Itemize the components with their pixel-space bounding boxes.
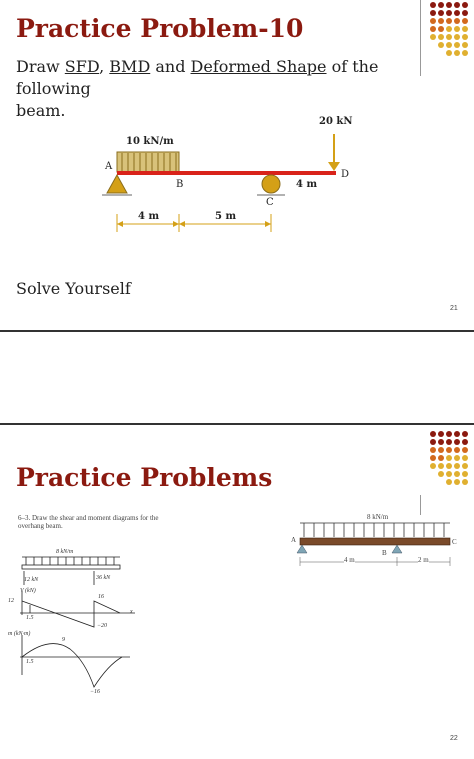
point-d-label: D bbox=[341, 169, 350, 180]
slide-practice-problems bbox=[0, 425, 474, 759]
hand-m-9: 9 bbox=[62, 637, 65, 643]
instruction-line2: beam. bbox=[16, 101, 66, 120]
hand-v-x: x bbox=[130, 609, 133, 615]
roller-support-c bbox=[262, 175, 280, 193]
hand-v-neg20: −20 bbox=[97, 623, 108, 629]
page-number: 22 bbox=[450, 735, 458, 742]
slide-title: Practice Problem-10 bbox=[16, 14, 304, 43]
hand-reaction-right: 36 kN bbox=[96, 575, 111, 581]
problem-text-line1: 6–3. Draw the shear and moment diagrams for the bbox=[18, 514, 159, 522]
hand-v-12: 12 bbox=[8, 598, 14, 604]
point-c-label: C bbox=[266, 197, 274, 208]
hand-v-label: V (kN) bbox=[20, 588, 36, 594]
problem-text-line2: overhang beam. bbox=[18, 522, 63, 530]
instruction-suffix: of the following bbox=[16, 57, 379, 98]
roller-support bbox=[392, 545, 402, 553]
pin-support bbox=[297, 545, 307, 553]
page-number: 21 bbox=[450, 305, 458, 312]
deformed-shape-term: Deformed Shape bbox=[190, 57, 327, 76]
hand-v-1-5: 1.5 bbox=[26, 615, 34, 621]
figure-point-b: B bbox=[382, 549, 387, 557]
dim-cd-label: 4 m bbox=[296, 179, 318, 190]
instruction-sep: , bbox=[99, 57, 110, 76]
slide-title: Practice Problems bbox=[16, 463, 273, 492]
figure-load-label: 8 kN/m bbox=[367, 513, 389, 521]
pin-support-a bbox=[107, 175, 127, 193]
point-b-label: B bbox=[176, 179, 184, 190]
hand-m-label: m (kN·m) bbox=[8, 631, 31, 637]
point-a-label: A bbox=[105, 161, 113, 172]
solve-yourself-text: Solve Yourself bbox=[16, 279, 131, 298]
overhang-beam bbox=[300, 538, 450, 545]
slide-separator-top bbox=[0, 330, 474, 332]
bmd-term: BMD bbox=[109, 57, 151, 76]
overhang-beam-figure bbox=[0, 425, 474, 759]
hand-load: 8 kN/m bbox=[56, 549, 74, 555]
hand-reaction-left: 12 kN bbox=[24, 577, 39, 583]
figure-dim-bc: 2 m bbox=[418, 556, 429, 564]
point-load-label: 20 kN bbox=[319, 116, 353, 127]
instruction-mid: and bbox=[150, 57, 191, 76]
sfd-term: SFD bbox=[64, 57, 100, 76]
hand-m-neg16: −16 bbox=[90, 689, 101, 695]
figure-point-c: C bbox=[452, 538, 457, 546]
figure-dim-ab: 4 m bbox=[344, 556, 355, 564]
point-load-arrowhead bbox=[328, 162, 340, 171]
dim-bc-label: 5 m bbox=[215, 211, 237, 222]
instruction-prefix: Draw bbox=[16, 57, 65, 76]
hand-v-16: 16 bbox=[98, 594, 104, 600]
distributed-load-arrows bbox=[304, 523, 444, 537]
dim-ab-label: 4 m bbox=[138, 211, 160, 222]
slide-practice-problem-10 bbox=[0, 0, 474, 330]
hand-m-1-5: 1.5 bbox=[26, 659, 34, 665]
udl-label: 10 kN/m bbox=[126, 136, 174, 147]
figure-point-a: A bbox=[291, 536, 297, 544]
